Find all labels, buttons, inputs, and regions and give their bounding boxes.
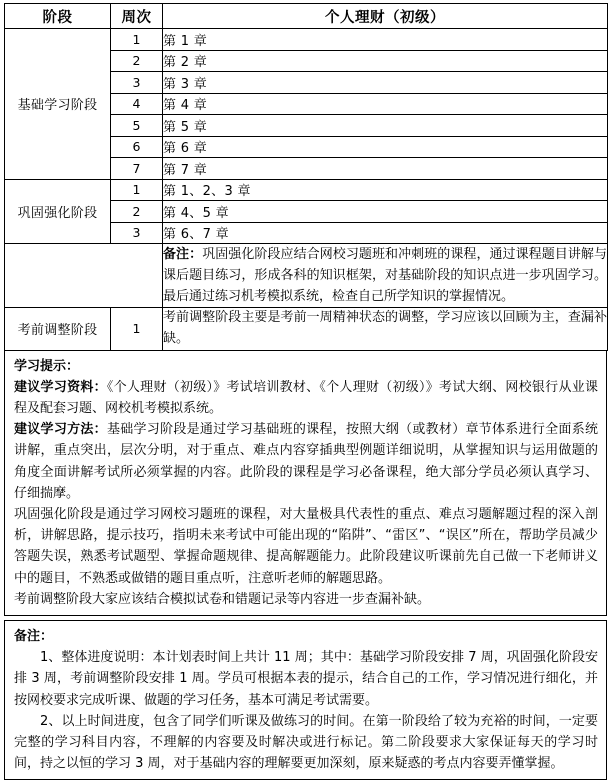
tips-adjust-paragraph: 考前调整阶段大家应该结合模拟试卷和错题记录等内容进一步查漏补缺。 bbox=[14, 591, 431, 607]
footer-title bbox=[14, 626, 598, 647]
course-chapter: 第 3 章 bbox=[163, 72, 608, 94]
tips-materials-text: 《个人理财（初级）》考试培训教材、《个人理财（初级）》考试大纲、网校银行从业课程及配套习题、网校机考模拟系统。 bbox=[14, 379, 598, 417]
tips-materials bbox=[14, 377, 598, 419]
study-tips-block bbox=[4, 351, 607, 616]
course-chapter: 第 1 章 bbox=[163, 29, 608, 51]
table-remark-row bbox=[5, 244, 608, 308]
header-course: 个人理财（初级） bbox=[163, 4, 608, 29]
week-number: 3 bbox=[111, 222, 163, 244]
study-plan-table bbox=[4, 3, 608, 351]
table-row bbox=[5, 179, 608, 201]
tips-title-text: 学习提示： bbox=[14, 358, 80, 374]
stage-label-adjust: 考前调整阶段 bbox=[5, 308, 111, 351]
course-chapter: 第 1、2、3 章 bbox=[163, 179, 608, 201]
remark-empty-cell bbox=[5, 244, 163, 308]
table-header-row bbox=[5, 4, 608, 29]
footer-notes-block bbox=[4, 620, 607, 780]
course-chapter: 第 5 章 bbox=[163, 115, 608, 137]
course-chapter: 第 6 章 bbox=[163, 136, 608, 158]
tips-materials-label: 建议学习资料： bbox=[14, 379, 107, 395]
week-number: 1 bbox=[111, 179, 163, 201]
week-number: 5 bbox=[111, 115, 163, 137]
stage-label-consolidation: 巩固强化阶段 bbox=[5, 179, 111, 244]
footer-item-1: 1、整体进度说明：本计划表时间上共计 11 周；其中：基础学习阶段安排 7 周，巩固强化阶段安排 3 周，考前调整阶段安排 1 周。学员可根据本表的提示，结合自己的工作，学习情况进行细化，并按网校要求完成听课、做题的学习任务，基本可满足考试需要。 bbox=[14, 650, 598, 708]
footer-title-text: 备注： bbox=[14, 628, 54, 644]
course-chapter: 第 6、7 章 bbox=[163, 222, 608, 244]
footer-item-2: 2、以上时间进度，包含了同学们听课及做练习的时间。在第一阶段给了较为充裕的时间，一定要完整的学习科目内容，不理解的内容要及时解决或进行标记。第二阶段要求大家保证每天的学习时间，持之以恒的学习 3 周，对于基础内容的理解要更加深刻，原来疑惑的考点内容要弄懂掌握。 bbox=[14, 713, 598, 772]
course-chapter: 第 7 章 bbox=[163, 158, 608, 180]
week-number: 6 bbox=[111, 136, 163, 158]
header-stage: 阶段 bbox=[5, 4, 111, 29]
week-number: 2 bbox=[111, 201, 163, 223]
week-number: 1 bbox=[111, 308, 163, 351]
week-number: 1 bbox=[111, 29, 163, 51]
course-chapter: 第 4 章 bbox=[163, 93, 608, 115]
course-chapter: 第 4、5 章 bbox=[163, 201, 608, 223]
remark-body: 巩固强化阶段应结合网校习题班和冲刺班的课程，通过课程题目讲解与课后题目练习，形成各科的知识框架，对基础阶段的知识点进一步巩固学习。最后通过练习机考模拟系统，检查自己所学知识的掌握情况。 bbox=[163, 247, 607, 305]
adjust-text-cell: 考前调整阶段主要是考前一周精神状态的调整，学习应该以回顾为主，查漏补缺。 bbox=[163, 308, 608, 351]
tips-method-text: 基础学习阶段是通过学习基础班的课程，按照大纲（或教材）章节体系进行全面系统讲解，重点突出，层次分明，对于重点、难点内容穿插典型例题详细说明，从掌握知识与运用做题的角度全面讲解考试所必须掌握的内容。此阶段的课程是学习必备课程，绝大部分学员必须认真学习、仔细揣摩。 bbox=[14, 422, 598, 501]
tips-method bbox=[14, 419, 598, 504]
header-week: 周次 bbox=[111, 4, 163, 29]
stage-label-basic: 基础学习阶段 bbox=[5, 29, 111, 180]
week-number: 7 bbox=[111, 158, 163, 180]
week-number: 4 bbox=[111, 93, 163, 115]
tips-title bbox=[14, 356, 598, 377]
table-adjust-row bbox=[5, 308, 608, 351]
table-row bbox=[5, 29, 608, 51]
tips-consolidation-paragraph: 巩固强化阶段是通过学习网校习题班的课程，对大量极具代表性的重点、难点习题解题过程的深入剖析，讲解思路，提示技巧，指明未来考试中可能出现的“陷阱”、“雷区”、“误区”所在，帮助学员减少答题失误，熟悉考试题型、掌握命题规律、提高解题能力。此阶段建议听课前先自己做一下老师讲义中的题目，不熟悉或做错的题目重点听，注意听老师的解题思路。 bbox=[14, 507, 598, 586]
week-number: 3 bbox=[111, 72, 163, 94]
week-number: 2 bbox=[111, 50, 163, 72]
course-chapter: 第 2 章 bbox=[163, 50, 608, 72]
tips-method-label: 建议学习方法： bbox=[14, 422, 107, 438]
remark-label: 备注： bbox=[163, 247, 203, 262]
remark-text-cell bbox=[163, 244, 608, 308]
